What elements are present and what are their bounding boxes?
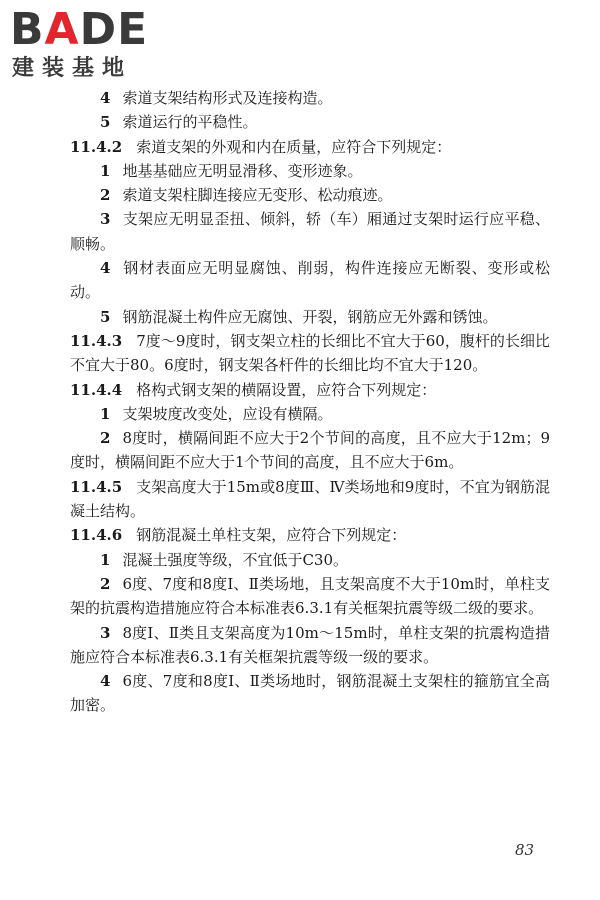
paragraph-text: 支架应无明显歪扭、倾斜，轿（车）厢通过支架时运行应平稳、顺畅。 [70, 210, 550, 253]
paragraph-text: 钢筋混凝土构件应无腐蚀、开裂，钢筋应无外露和锈蚀。 [122, 307, 498, 326]
list-item [70, 159, 550, 183]
item-number: 2 [100, 429, 111, 448]
item-number: 1 [100, 550, 111, 569]
item-number: 5 [100, 113, 111, 132]
paragraph-text: 混凝土强度等级，不宜低于C30。 [122, 550, 349, 569]
item-number: 3 [100, 623, 111, 642]
item-number: 1 [100, 404, 111, 423]
paragraph-text: 钢材表面应无明显腐蚀、削弱，构件连接应无断裂、变形或松动。 [70, 259, 550, 302]
bade-logo [10, 6, 175, 86]
paragraph-text: 8度Ⅰ、Ⅱ类且支架高度为10m～15m时，单柱支架的抗震构造措施应符合本标准表6.3.1有关框架抗震等级一级的要求。 [70, 623, 550, 666]
list-item [70, 183, 550, 207]
logo-letter-a: A [44, 4, 80, 55]
list-item [70, 621, 550, 670]
item-number: 2 [100, 574, 111, 593]
clause-number: 11.4.3 [70, 331, 123, 350]
clause-number: 11.4.6 [70, 526, 123, 545]
logo-wordmark [10, 6, 148, 54]
list-item [70, 207, 550, 256]
item-number: 4 [100, 89, 111, 107]
clause-paragraph [70, 135, 550, 159]
list-item [70, 305, 550, 329]
paragraph-text: 地基基础应无明显滑移、变形迹象。 [122, 161, 363, 180]
list-item [70, 669, 550, 718]
list-item [70, 548, 550, 572]
list-item [70, 572, 550, 621]
paragraph-text: 索道支架柱脚连接应无变形、松动痕迹。 [122, 186, 393, 205]
clause-paragraph [70, 475, 550, 524]
clause-paragraph [70, 523, 550, 547]
item-number: 2 [100, 186, 111, 205]
clause-paragraph [70, 378, 550, 402]
document-body [70, 86, 550, 718]
item-number: 1 [100, 161, 111, 180]
paragraph-text: 6度、7度和8度Ⅰ、Ⅱ类场地时，钢筋混凝土支架柱的箍筋宜全高加密。 [70, 672, 550, 715]
paragraph-text: 钢筋混凝土单柱支架，应符合下列规定： [136, 526, 407, 545]
list-item [70, 402, 550, 426]
paragraph-text: 索道运行的平稳性。 [122, 113, 258, 132]
paragraph-text: 格构式钢支架的横隔设置，应符合下列规定： [136, 380, 437, 399]
paragraph-text: 支架坡度改变处，应设有横隔。 [122, 404, 333, 423]
clause-number: 11.4.5 [70, 477, 123, 496]
item-number: 4 [100, 672, 111, 691]
list-item [70, 256, 550, 305]
logo-subtitle: 建装基地 [12, 56, 133, 81]
clause-paragraph [70, 329, 550, 378]
logo-letters-de: DE [79, 4, 149, 55]
paragraph-text: 索道支架的外观和内在质量，应符合下列规定： [136, 137, 452, 156]
clause-number: 11.4.4 [70, 380, 123, 399]
item-number: 3 [100, 210, 111, 229]
paragraph-text: 索道支架结构形式及连接构造。 [122, 89, 333, 107]
paragraph-text: 6度、7度和8度Ⅰ、Ⅱ类场地，且支架高度不大于10m时，单柱支架的抗震构造措施应符合本标准表6.3.1有关框架抗震等级二级的要求。 [70, 574, 550, 618]
paragraph-text: 支架高度大于15m或8度Ⅲ、Ⅳ类场地和9度时，不宜为钢筋混凝土结构。 [70, 477, 550, 521]
list-item [70, 86, 550, 110]
item-number: 5 [100, 307, 111, 326]
item-number: 4 [100, 259, 111, 278]
list-item [70, 110, 550, 134]
page-number: 83 [515, 841, 535, 859]
paragraph-text: 7度～9度时，钢支架立柱的长细比不宜大于60，腹杆的长细比不宜大于80。6度时，钢支架各杆件的长细比均不宜大于120。 [70, 331, 550, 375]
paragraph-text: 8度时，横隔间距不应大于2个节间的高度，且不应大于12m；9度时，横隔间距不应大于1个节间的高度，且不应大于6m。 [70, 429, 550, 472]
logo-letter-b: B [10, 4, 45, 55]
list-item [70, 426, 550, 475]
clause-number: 11.4.2 [70, 137, 123, 156]
